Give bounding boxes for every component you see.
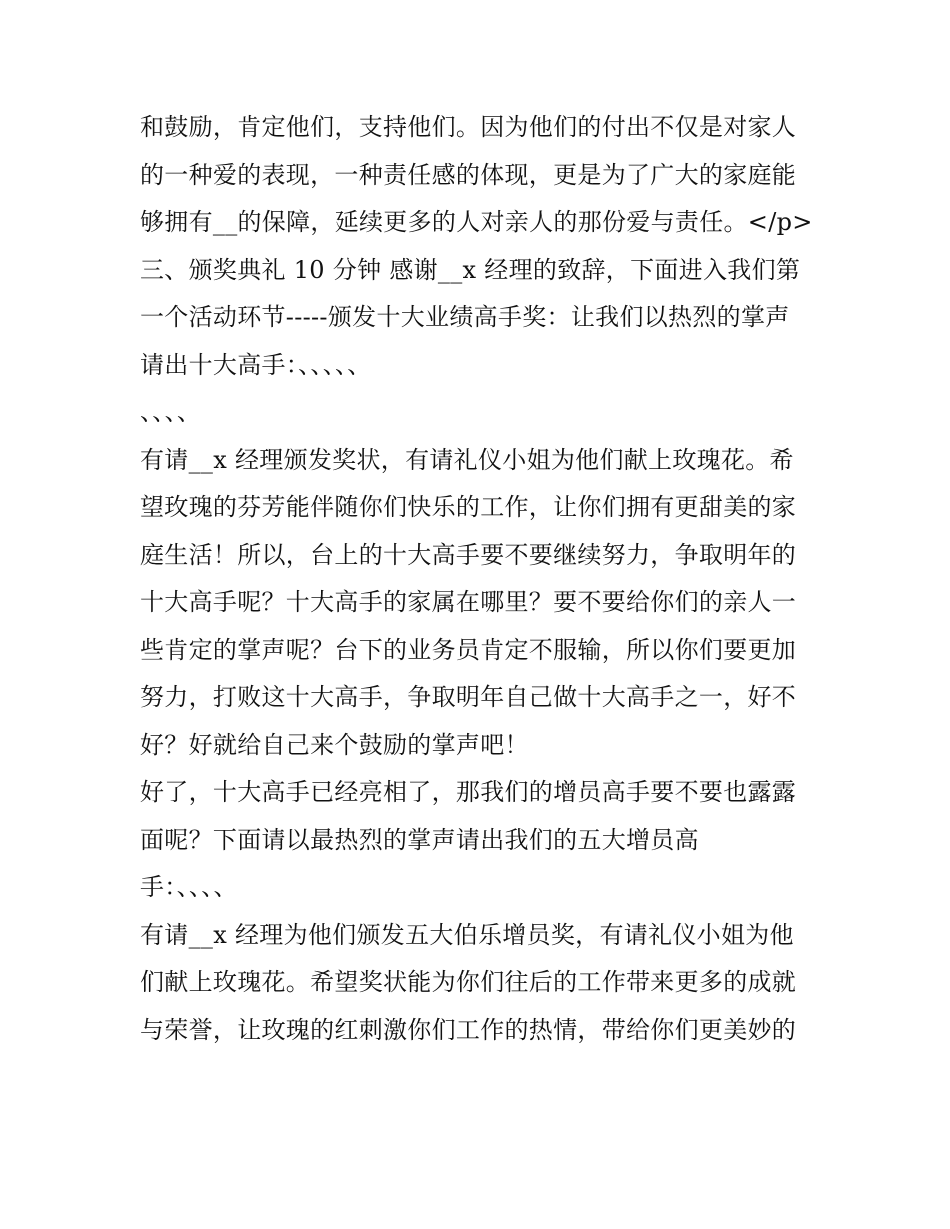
text-line: 、、、、 xyxy=(140,398,202,426)
text-line: 庭生活！所以，台上的十大高手要不要继续努力，争取明年的 xyxy=(140,540,797,569)
text-line: 的一种爱的表现，一种责任感的体现，更是为了广大的家庭能 xyxy=(140,160,797,189)
text-line: 努力，打败这十大高手，争取明年自己做十大高手之一，好不 xyxy=(140,683,797,711)
text-line: 好了，十大高手已经亮相了，那我们的增员高手要不要也露露 xyxy=(140,778,797,806)
text-line: 请出十大高手：、、、、、 xyxy=(140,350,372,379)
text-line: 面呢？下面请以最热烈的掌声请出我们的五大增员高 xyxy=(140,825,699,854)
text-line: 三、颁奖典礼 10 分钟 感谢__x 经理的致辞，下面进入我们第 xyxy=(140,255,801,284)
text-line: 和鼓励，肯定他们，支持他们。因为他们的付出不仅是对家人 xyxy=(140,113,797,141)
text-line: 有请__x 经理为他们颁发五大伯乐增员奖，有请礼仪小姐为他 xyxy=(140,920,794,949)
text-line: 们献上玫瑰花。希望奖状能为你们往后的工作带来更多的成就 xyxy=(140,968,797,996)
text-line: 些肯定的掌声呢？台下的业务员肯定不服输，所以你们要更加 xyxy=(140,635,797,664)
text-line: 够拥有__的保障，延续更多的人对亲人的那份爱与责任。</p> xyxy=(140,208,813,236)
text-line: 手：、、、、 xyxy=(140,873,238,901)
text-line: 一个活动环节-----颁发十大业绩高手奖：让我们以热烈的掌声 xyxy=(140,303,790,331)
text-line: 好？好就给自己来个鼓励的掌声吧！ xyxy=(140,730,529,759)
text-line: 与荣誉，让玫瑰的红刺激你们工作的热情，带给你们更美妙的 xyxy=(140,1015,797,1044)
text-line: 望玫瑰的芬芳能伴随你们快乐的工作，让你们拥有更甜美的家 xyxy=(140,493,797,521)
text-line: 十大高手呢？十大高手的家属在哪里？要不要给你们的亲人一 xyxy=(140,588,797,616)
body-text xyxy=(140,104,820,1054)
text-line: 有请__x 经理颁发奖状，有请礼仪小姐为他们献上玫瑰花。希 xyxy=(140,445,794,474)
